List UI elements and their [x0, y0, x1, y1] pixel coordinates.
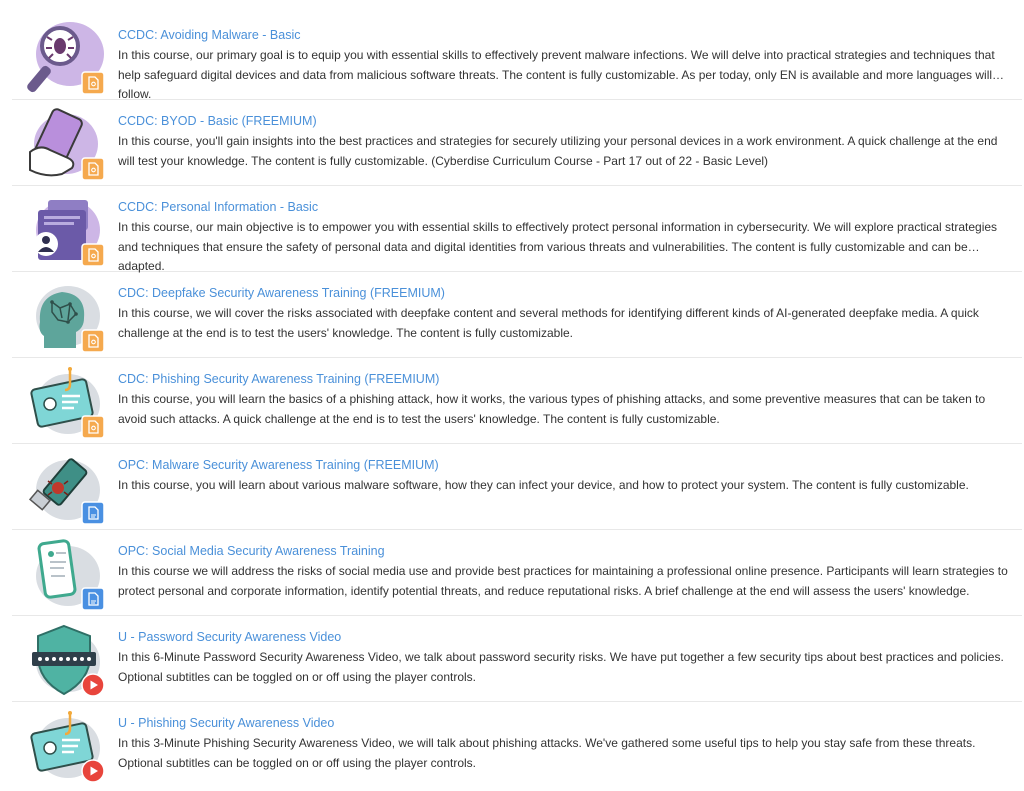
course-row[interactable] [12, 702, 1022, 788]
id-card-hook-icon [24, 364, 106, 440]
magnifier-malware-icon [24, 20, 106, 96]
course-description: In this course, you will learn the basics of a phishing attack, how it works, the various types of phishing attacks, and some preventive measures that can be taken to avoid such attacks. A quick challenge at the end is to test the users' knowledge. The content is fully customizable. [118, 392, 986, 426]
course-thumbnail[interactable] [24, 192, 106, 268]
course-thumbnail[interactable] [24, 536, 106, 612]
id-card-hook-icon [24, 708, 106, 784]
course-row[interactable] [12, 616, 1022, 702]
course-description: In this course, our main objective is to empower you with essential skills to effectively protect personal information in cybersecurity. We will explore practical strategies and techniques that ensure the safety of personal data and digital identities from various threats and vulnerabilities. The content is fully customizable and can be adapted. [118, 220, 998, 273]
course-thumbnail[interactable] [24, 708, 106, 784]
course-row[interactable] [12, 186, 1022, 272]
course-thumbnail[interactable] [24, 20, 106, 96]
course-title-link[interactable]: CDC: Phishing Security Awareness Training (FREEMIUM) [118, 372, 440, 386]
course-description: In this 6-Minute Password Security Awareness Video, we talk about password security risks. We have put together a few security tips about best practices and policies. Optional subtitles can be toggled on or off using the player controls. [118, 650, 1004, 684]
course-title-link[interactable]: CCDC: Avoiding Malware - Basic [118, 28, 301, 42]
course-description: In this course, we will cover the risks associated with deepfake content and several methods for identifying different kinds of AI-generated deepfake media. A quick challenge at the end is to test the users' knowledge. The content is fully customizable. [118, 306, 979, 340]
hand-phone-icon [24, 106, 106, 182]
course-row[interactable] [12, 444, 1022, 530]
course-description: In this course, you will learn about various malware software, how they can infect your device, and how to protect your system. The content is fully customizable. [118, 478, 969, 492]
course-title-link[interactable]: OPC: Malware Security Awareness Training (FREEMIUM) [118, 458, 439, 472]
course-thumbnail[interactable] [24, 450, 106, 526]
course-title-link[interactable]: CCDC: Personal Information - Basic [118, 200, 319, 214]
course-row[interactable] [12, 272, 1022, 358]
course-thumbnail[interactable] [24, 106, 106, 182]
face-scan-icon [24, 278, 106, 354]
course-description: In this course, our primary goal is to equip you with essential skills to effectively prevent malware infections. We will delve into practical strategies and techniques that help safeguard digital devices and data from malicious software threats. The content is fully customizable. As per today, only EN is available and more languages will follow. [118, 48, 995, 101]
course-description: In this course, you'll gain insights into the best practices and strategies for securely utilizing your personal devices in a work environment. A quick challenge at the end will test your knowledge. The content is fully customizable. (Cyberdise Curriculum Course - Part 17 out of 22 - Basic Level) [118, 134, 998, 168]
course-row[interactable] [12, 100, 1022, 186]
social-phone-icon [24, 536, 106, 612]
course-row[interactable] [12, 530, 1022, 616]
course-thumbnail[interactable] [24, 364, 106, 440]
course-title-link[interactable]: U - Phishing Security Awareness Video [118, 716, 335, 730]
personal-folder-icon [24, 192, 106, 268]
course-row[interactable] [12, 14, 1022, 100]
course-row[interactable] [12, 358, 1022, 444]
course-description: In this 3-Minute Phishing Security Awareness Video, we will talk about phishing attacks. We've gathered some useful tips to help you stay safe from these threats. Optional subtitles can be toggled on or off using the player controls. [118, 736, 976, 770]
course-description: In this course we will address the risks of social media use and provide best practices for maintaining a professional online presence. Participants will learn strategies to protect personal and corporate information, identify potential threats, and reduce reputational risks. A brief challenge at the end will assess the users' knowledge. [118, 564, 1008, 598]
usb-bug-icon [24, 450, 106, 526]
course-thumbnail[interactable] [24, 278, 106, 354]
course-thumbnail[interactable] [24, 622, 106, 698]
course-title-link[interactable]: CCDC: BYOD - Basic (FREEMIUM) [118, 114, 317, 128]
course-title-link[interactable]: U - Password Security Awareness Video [118, 630, 342, 644]
course-title-link[interactable]: CDC: Deepfake Security Awareness Training (FREEMIUM) [118, 286, 445, 300]
shield-password-icon [24, 622, 106, 698]
course-title-link[interactable]: OPC: Social Media Security Awareness Training [118, 544, 385, 558]
